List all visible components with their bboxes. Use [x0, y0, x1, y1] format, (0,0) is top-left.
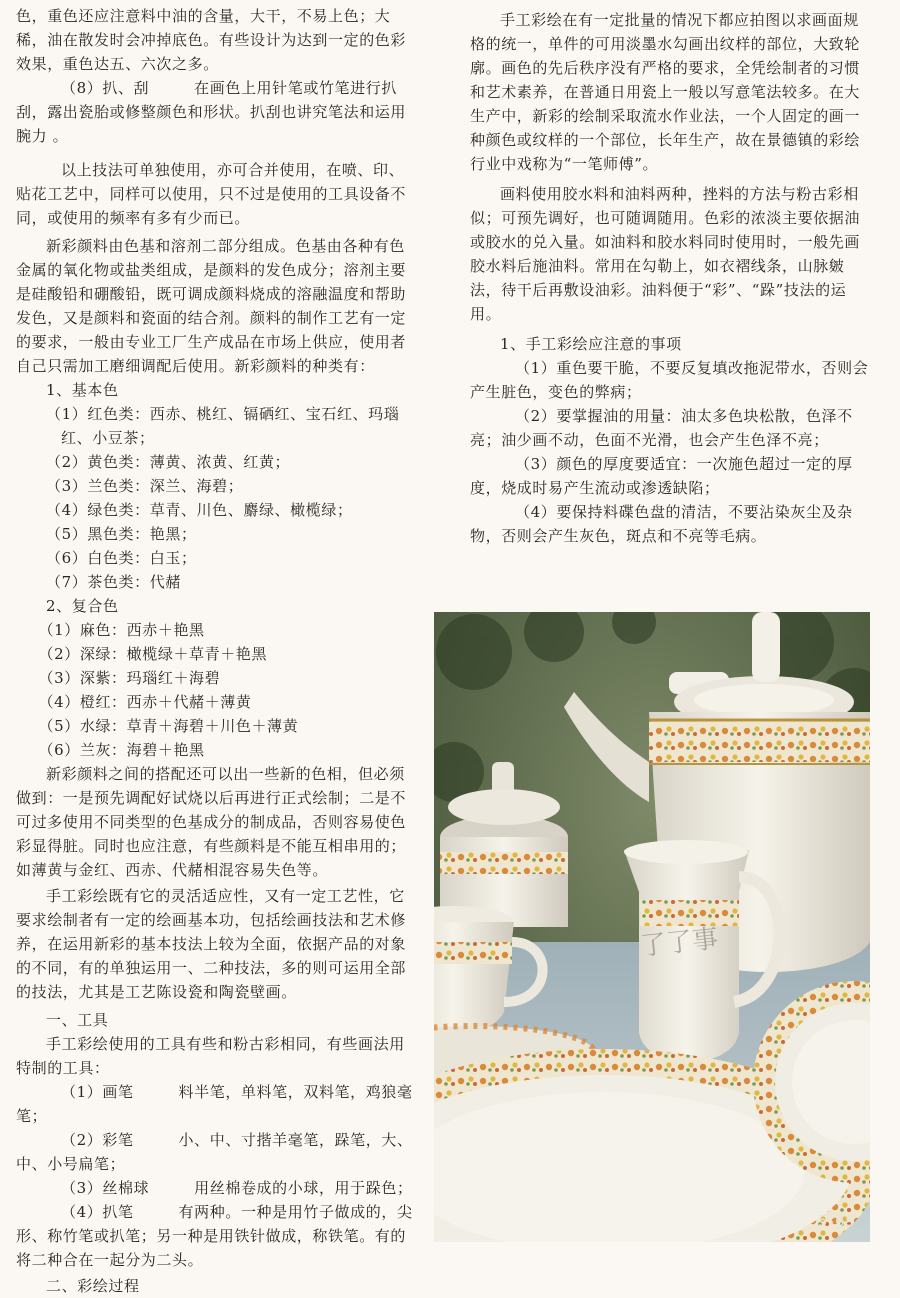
- tool-item: [16, 1128, 416, 1176]
- paragraph: 手工彩绘使用的工具有些和粉古彩相同，有些画法用特制的工具：: [16, 1035, 405, 1077]
- right-column: [470, 8, 874, 548]
- tool-text: 料半笔，单料笔，双料笔，鸡狼毫笔；: [16, 1083, 413, 1125]
- list-item: （3）深紫：玛瑙红＋海碧: [38, 669, 221, 687]
- tool-text: 用丝棉卷成的小球，用于跺色；: [194, 1179, 413, 1197]
- section-heading-process: 二、彩绘过程: [46, 1277, 140, 1295]
- paragraph-scratching: [16, 76, 416, 148]
- tool-text: 小、中、寸揩羊毫笔，跺笔，大、中、小号扁笔；: [16, 1131, 413, 1173]
- paragraph: 新彩颜料由色基和溶剂二部分组成。色基由各种有色金属的氧化物或盐类组成，是颜料的发色成分；溶剂主要是硅酸铅和硼酸铅，既可调成颜料烧成的溶融温度和帮助发色，又是颜料和瓷面的结合剂。颜料的制作工艺有一定的要求，一般由专业工厂生产成品在市场上供应，使用者自己只需加工磨细调配后使用。新彩颜料的种类有：: [16, 237, 407, 375]
- list-item: （3）兰色类：深兰、海碧；: [46, 477, 244, 495]
- tool-label: （1）画笔: [61, 1083, 134, 1101]
- list-item: （6）白色类：白玉；: [46, 549, 197, 567]
- section-heading-basic-colors: 1、基本色: [46, 381, 119, 399]
- tool-label: （2）彩笔: [61, 1131, 134, 1149]
- compound-color-list: [16, 618, 416, 762]
- technique-label: （8）扒、刮: [61, 79, 150, 97]
- list-item: （5）水绿：草青＋海碧＋川色＋薄黄: [38, 717, 299, 735]
- tool-item: [16, 1080, 416, 1128]
- list-item: （4）绿色类：草青、川色、麝绿、橄榄绿；: [46, 501, 353, 519]
- list-item: （2）黄色类：薄黄、浓黄、红黄；: [46, 453, 291, 471]
- page-number: 5-69: [818, 1212, 857, 1230]
- tool-label: （4）扒笔: [61, 1203, 134, 1221]
- section-heading-compound-colors: 2、复合色: [46, 597, 119, 615]
- list-item: （7）茶色类：代赭: [46, 573, 181, 591]
- list-item: （2）要掌握油的用量：油太多色块松散，色泽不亮；油少画不动，色面不光滑，也会产生色泽不亮；: [470, 407, 853, 449]
- paragraph: 画料使用胶水料和油料两种，挫料的方法与粉古彩相似；可预先调好，也可随调随用。色彩的浓淡主要依据油或胶水的兑入量。如油料和胶水料同时使用时，一般先画胶水料后施油料。常用在勾勒上，如衣褶线条，山脉皴法，待干后再敷设油彩。油料便于“彩”、“跺”技法的运用。: [470, 185, 861, 323]
- tool-item: [16, 1200, 416, 1272]
- section-heading-notes: 1、手工彩绘应注意的事项: [500, 335, 682, 353]
- tool-label: （3）丝棉球: [61, 1179, 150, 1197]
- paragraph: 以上技法可单独使用，亦可合并使用，在喷、印、贴花工艺中，同样可以使用，只不过是使用的工具设备不同，或使用的频率有多有少而已。: [16, 161, 407, 227]
- porcelain-tea-set-photo: [434, 612, 870, 1242]
- list-item: （3）颜色的厚度要适宜：一次施色超过一定的厚度，烧成时易产生流动或渗透缺陷；: [470, 455, 853, 497]
- list-item: （1）麻色：西赤＋艳黑: [38, 621, 205, 639]
- paragraph: 手工彩绘既有它的灵活适应性，又有一定工艺性，它要求绘制者有一定的绘画基本功，包括绘画技法和艺术修养，在运用新彩的基本技法上较为全面，依据产品的对象的不同，有的单独运用一、二种技法，多的则可运用全部的技法，尤其是工艺陈设瓷和陶瓷壁画。: [16, 887, 407, 1001]
- list-item: （5）黑色类：艳黑；: [46, 525, 197, 543]
- list-item: （4）要保持料碟色盘的清洁，不要沾染灰尘及杂物，否则会产生灰色，斑点和不亮等毛病。: [470, 503, 853, 545]
- list-item: （4）橙红：西赤＋代赭＋薄黄: [38, 693, 252, 711]
- tool-text: 有两种。一种是用竹子做成的，尖形、称竹笔或扒笔；另一种是用铁针做成，称铁笔。有的将二种合在一起分为二头。: [16, 1203, 413, 1269]
- section-heading-tools: 一、工具: [46, 1011, 109, 1029]
- technique-text: 在画色上用针笔或竹笔进行扒刮，露出瓷胎或修整颜色和形状。扒刮也讲究笔法和运用腕力 。: [16, 79, 407, 145]
- tool-item: [16, 1176, 416, 1200]
- left-column: [16, 4, 416, 1298]
- paragraph: 新彩颜料之间的搭配还可以出一些新的色相，但必须做到：一是预先调配好试烧以后再进行正式绘制；二是不可过多使用不同类型的色基成分的制成品，否则容易使色彩显得脏。同时也应注意，有些颜料是不能互相串用的；如薄黄与金红、西赤、代赭相混容易失色等。: [16, 765, 407, 879]
- watermark-logo: 了了事: [638, 923, 720, 962]
- list-item: （1）重色要干脆，不要反复填改拖泥带水，否则会产生脏色，变色的弊病；: [470, 359, 869, 401]
- list-item: （2）深绿：橄榄绿＋草青＋艳黑: [38, 645, 268, 663]
- list-item: （6）兰灰：海碧＋艳黑: [38, 741, 205, 759]
- list-item: （1）红色类：西赤、桃红、镉硒红、宝石红、玛瑙红、小豆茶；: [46, 405, 400, 447]
- paragraph: 手工彩绘在有一定批量的情况下都应拍图以求画面规格的统一，单件的可用淡墨水勾画出纹样的部位，大致轮廓。画色的先后秩序没有严格的要求，全凭绘制者的习惯和艺术素养，在普通日用瓷上一般以写意笔法较多。在大生产中，新彩的绘制采取流水作业法，一个人固定的画一种颜色或纹样的一个部位，长年生产，故在景德镇的彩绘行业中戏称为“一笔师傅”。: [470, 11, 861, 173]
- paragraph: 色，重色还应注意料中油的含量，大干，不易上色；大稀，油在散发时会冲掉底色。有些设计为达到一定的色彩效果，重色达五、六次之多。: [16, 7, 407, 73]
- basic-color-list: [16, 402, 416, 594]
- tool-list: [16, 1080, 416, 1272]
- notes-list: [470, 356, 874, 548]
